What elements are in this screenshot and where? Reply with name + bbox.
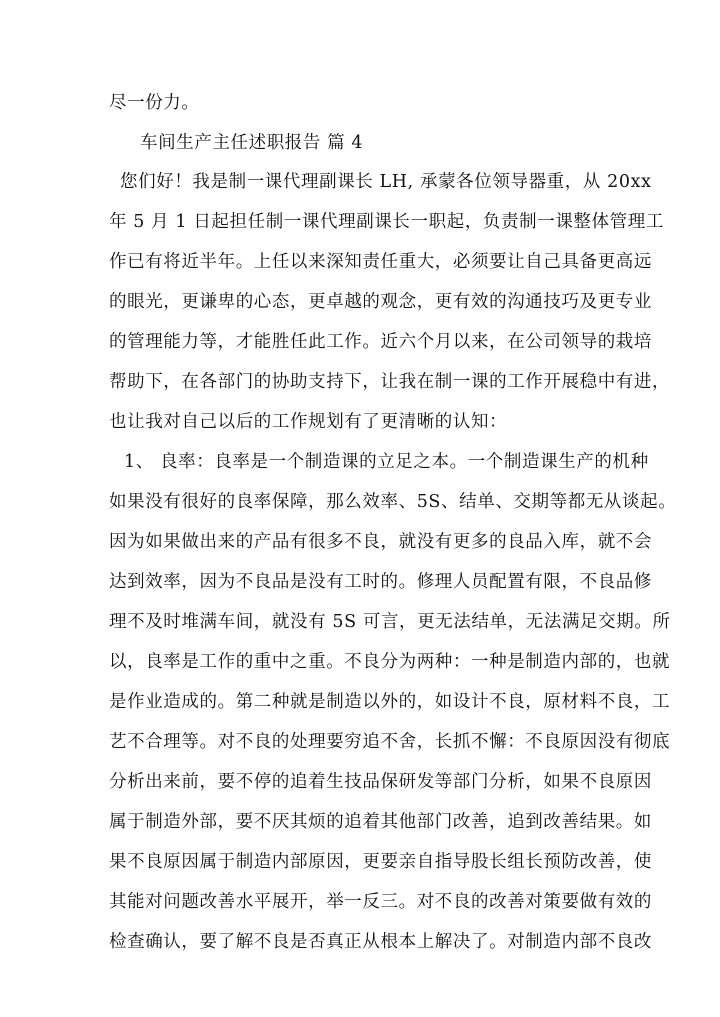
paragraph-line: 的管理能力等，才能胜任此工作。近六个月以来，在公司领导的栽培 xyxy=(109,332,652,352)
paragraph-line: 达到效率，因为不良品是没有工时的。修理人员配置有限，不良品修 xyxy=(109,572,652,592)
paragraph-line: 分析出来前，要不停的追着生技品保研发等部门分析，如果不良原因 xyxy=(109,772,652,792)
paragraph-line: 作已有将近半年。上任以来深知责任重大，必须要让自己具备更高远 xyxy=(109,252,652,272)
paragraph-line: 其能对问题改善水平展开，举一反三。对不良的改善对策要做有效的 xyxy=(109,892,652,912)
paragraph-line: 年 5 月 1 日起担任制一课代理副课长一职起，负责制一课整体管理工 xyxy=(109,212,664,232)
paragraph-line: 帮助下，在各部门的协助支持下，让我在制一课的工作开展稳中有进， xyxy=(109,372,671,392)
paragraph-line: 也让我对自己以后的工作规划有了更清晰的认知： xyxy=(109,412,508,432)
paragraph-line: 艺不合理等。对不良的处理要穷追不舍，长抓不懈：不良原因没有彻底 xyxy=(109,732,671,752)
paragraph-line: 是作业造成的。第二种就是制造以外的，如设计不良，原材料不良，工 xyxy=(109,692,671,712)
paragraph-line: 您们好！我是制一课代理副课长 LH, 承蒙各位领导器重，从 20xx xyxy=(120,172,652,192)
paragraph-line: 果不良原因属于制造内部原因，更要亲自指导股长组长预防改善，使 xyxy=(109,852,652,872)
paragraph-line: 如果没有很好的良率保障，那么效率、5S、结单、交期等都无从谈起。 xyxy=(109,492,677,512)
paragraph-line: 检查确认，要了解不良是否真正从根本上解决了。对制造内部不良改 xyxy=(109,932,652,952)
paragraph-line: 以，良率是工作的重中之重。不良分为两种：一种是制造内部的，也就 xyxy=(109,652,671,672)
paragraph-line: 理不及时堆满车间，就没有 5S 可言，更无法结单，无法满足交期。所 xyxy=(109,612,671,632)
paragraph-line: 属于制造外部，要不厌其烦的追着其他部门改善，追到改善结果。如 xyxy=(109,812,652,832)
text-line-continuation: 尽一份力。 xyxy=(109,93,200,113)
list-item-line: 1、 良率：良率是一个制造课的立足之本。一个制造课生产的机种 xyxy=(124,452,649,472)
paragraph-line: 的眼光，更谦卑的心态，更卓越的观念，更有效的沟通技巧及更专业 xyxy=(109,292,652,312)
section-heading: 车间生产主任述职报告 篇 4 xyxy=(140,133,364,153)
paragraph-line: 因为如果做出来的产品有很多不良，就没有更多的良品入库，就不会 xyxy=(109,532,652,552)
